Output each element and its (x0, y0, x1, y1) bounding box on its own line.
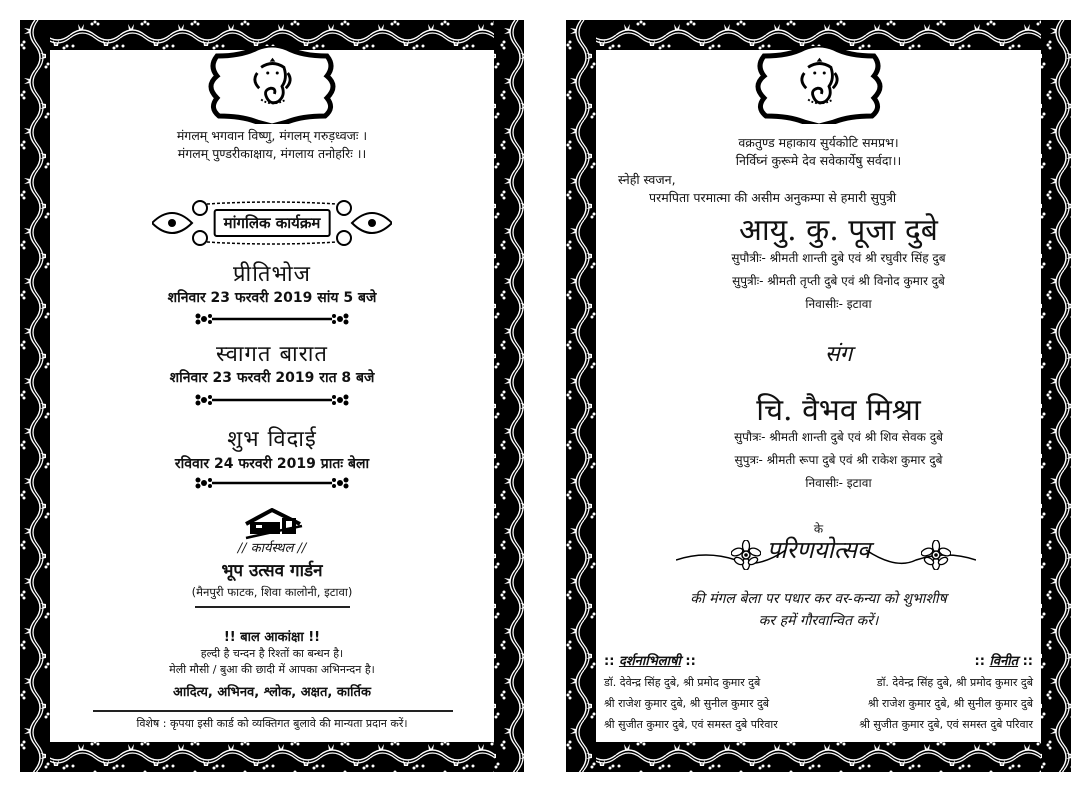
venue-label: // कार्यस्थल // (237, 541, 307, 556)
bal-akansha-line: मेली मौसी / बुआ की छादी में आपका अभिनन्दन है। (169, 663, 375, 676)
family-line: डॉ. देवेन्द्र सिंह दुबे, श्री प्रमोद कुमार दुबे (604, 676, 761, 689)
bride-relations (636, 247, 1041, 316)
relation-line: सुपुत्रीः- श्रीमती तृप्ती दुबे एवं श्री विनोद कुमार दुबे (732, 274, 945, 288)
left-card-content (50, 50, 494, 742)
blessing-text (596, 588, 1041, 632)
ganesha-emblem-frame (197, 46, 347, 124)
sang-calligraphy: संग (824, 342, 853, 367)
left-invitation-card (20, 20, 524, 772)
divider-line (93, 710, 453, 712)
family-line: श्री सुजीत कुमार दुबे, एवं समस्त दुबे परिवार (859, 718, 1033, 731)
right-invitation-card (566, 20, 1071, 772)
intro-line: परमपिता परमात्मा की असीम अनुकम्पा से हमारी सुपुत्री (649, 190, 897, 205)
right-card-content (596, 50, 1041, 742)
special-note: विशेष : कृपया इसी कार्ड को व्यक्तिगत बुलावे की मान्यता प्रदान करें। (136, 717, 408, 730)
event-title: शुभ विदाई (227, 427, 317, 452)
family-line: श्री सुजीत कुमार दुबे, एवं समस्त दुबे परिवार (604, 718, 778, 731)
shloka-line: निर्विघ्नं कुरूमे देव सवेकार्येषु सर्वदा।। (735, 153, 902, 168)
groom-relations (636, 426, 1041, 495)
vinit-heading: :: विनीत :: (974, 654, 1033, 669)
bride-name: आयु. कु. पूजा दुबे (739, 213, 938, 248)
banner-title: मांगलिक कार्यक्रम (214, 209, 331, 237)
venue-address: (मैनपुरी फाटक, शिवा कालोनी, इटावा) (191, 585, 353, 599)
flower-icon (920, 540, 952, 570)
shloka-line: वक्रतुण्ड महाकाय सुर्यकोटि समप्रभ। (738, 135, 899, 150)
relation-line: सुपौत्रीः- श्रीमती शान्ती दुबे एवं श्री रघुवीर सिंह दुब (731, 251, 946, 265)
vinit-block (859, 651, 1033, 735)
shloka-line: मंगलम् भगवान विष्णु, मंगलम् गरुड़ध्वजः । (176, 128, 368, 143)
flower-icon (730, 540, 762, 570)
groom-name: चि. वैभव मिश्रा (756, 393, 921, 428)
event-title: स्वागत बारात (216, 342, 328, 367)
shloka-block (50, 127, 494, 163)
greeting: स्नेही स्वजन, (618, 172, 676, 187)
ornament-divider-icon (192, 476, 352, 490)
swirl-ornament (676, 530, 976, 580)
family-line: डॉ. देवेन्द्र सिंह दुबे, श्री प्रमोद कुमार दुबे (876, 676, 1033, 689)
family-line: श्री राजेश कुमार दुबे, श्री सुनील कुमार दुबे (604, 697, 770, 710)
event-detail: शनिवार 23 फरवरी 2019 रात 8 बजे (169, 370, 375, 386)
shloka-block (596, 134, 1041, 170)
bal-akansha-title: !! बाल आकांक्षा !! (223, 630, 321, 645)
ornament-divider-icon (192, 312, 352, 326)
event-title: प्रीतिभोज (233, 262, 311, 287)
relation-line: निवासीः- इटावा (805, 476, 872, 490)
event-detail: रविवार 24 फरवरी 2019 प्रातः बेला (174, 456, 370, 472)
blessing-line: कर हमें गौरवान्वित करें। (758, 613, 879, 629)
ke-label: के (813, 522, 824, 536)
venue-name: भूप उत्सव गार्डन (221, 561, 323, 581)
relation-line: निवासीः- इटावा (805, 297, 872, 311)
ganesha-emblem-frame (744, 46, 894, 124)
relation-line: सुपौत्रः- श्रीमती शान्ती दुबे एवं श्री शिव सेवक दुबे (734, 430, 943, 444)
relation-line: सुपुत्रः- श्रीमती रूपा दुबे एवं श्री राकेश कुमार दुबे (734, 453, 943, 467)
darshanabhilashi-heading: :: दर्शनाभिलाषी :: (604, 654, 696, 669)
mangalik-banner (152, 198, 392, 248)
bal-akansha-lines (50, 646, 494, 678)
bal-akansha-line: हल्दी है चन्दन है रिश्तों का बन्धन है। (200, 647, 344, 660)
shloka-line: मंगलम् पुण्डरीकाक्षाय, मंगलाय तनोहरिः ।। (177, 146, 367, 161)
children-names: आदित्य, अभिनव, श्लोक, अक्षत, कार्तिक (173, 685, 371, 700)
family-line: श्री राजेश कुमार दुबे, श्री सुनील कुमार दुबे (867, 697, 1033, 710)
divider-line (195, 606, 350, 608)
parinayotsav-title: परिणयोत्सव (766, 536, 871, 564)
house-icon (242, 508, 304, 540)
ornament-divider-icon (192, 393, 352, 407)
blessing-line: की मंगल बेला पर पधार कर वर-कन्या को शुभाशीष (690, 591, 947, 607)
darshanabhilashi-block (604, 651, 778, 735)
event-detail: शनिवार 23 फरवरी 2019 सांय 5 बजे (167, 290, 377, 306)
